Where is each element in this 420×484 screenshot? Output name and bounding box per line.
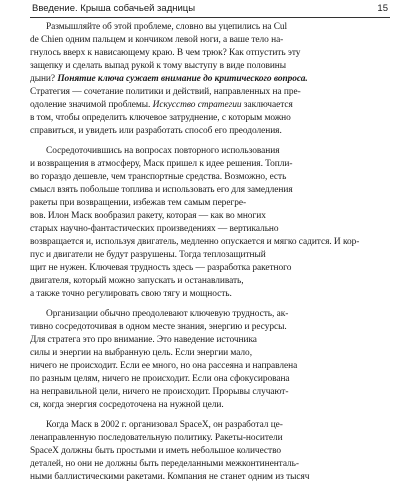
text-line: тивно сосредоточивая в одном месте знания, энергию и ресурсы. [30, 322, 287, 333]
text-line: пус и двигатели не будут разрушены. Тогда теплозащитный [30, 250, 266, 261]
text-run: дыни? [30, 74, 58, 85]
text-line: Стратегия — сочетание политики и действий, направленных на пре- [30, 87, 301, 98]
text-line: силы и энергии на выбранную цель. Если энергии мало, [30, 348, 252, 359]
text-line: Размышляйте об этой проблеме, словно вы уцепились на Cul [46, 22, 288, 32]
text-line [30, 99, 389, 112]
emphasis-art-of-strategy: Искусство стратегии [152, 100, 242, 111]
text-line: Когда Маск в 2002 г. организовал SpaceX, он разработал це- [46, 419, 283, 430]
running-title: Введение. Крыша собачьей задницы [32, 3, 196, 14]
text-line: во гораздо дешевле, чем транспортные средства. Возможно, есть [30, 172, 287, 183]
text-line: старых научно-фантастических произведениях — вертикально [30, 224, 279, 235]
text-line: справиться, и увидеть или разработать способ его преодоления. [30, 126, 282, 137]
text-line: возвращается и, используя двигатель, медленно опускается и мягко садится. И кор- [30, 237, 360, 248]
text-line: деталей, но они не должны быть переделанными межконтиненталь- [30, 459, 299, 469]
paragraph-1 [30, 21, 389, 138]
text-line: смысл взять побольше топлива и использовать его для замедления [30, 185, 293, 196]
text-line: ными баллистическими ракетами. Компания не станет одним из тысяч [30, 472, 310, 483]
text-line: двигателя, который можно запускать и останавливать, [30, 276, 244, 287]
text-line: щит не нужен. Ключевая трудность здесь — разработка ракетного [30, 263, 292, 274]
text-line: Организации обычно преодолевают ключевую трудность, ак- [46, 308, 289, 319]
text-line: Сосредоточившись на вопросах повторного использования [46, 145, 280, 156]
text-line: вов. Илон Маск вообразил ракету, которая — как во многих [30, 211, 266, 222]
text-run: одоление значимой проблемы. [30, 100, 153, 111]
paragraph-3 [30, 308, 389, 412]
text-line: и возвращения в атмосферу, Маск пришел к идее решения. Топли- [30, 158, 293, 169]
paragraph-4 [30, 419, 389, 484]
emphasis-key-concept: Понятие ключа сужает внимание до критического вопроса. [57, 74, 308, 85]
text-line: Для стратега это про внимание. Это наведение источника [30, 335, 257, 346]
text-line: SpaceX должны быть простыми и иметь небольшое количество [30, 445, 282, 456]
text-line: по разным целям, ничего не происходит. Если она сфокусирована [30, 374, 290, 385]
text-line: ленаправленную последовательную политику. Ракеты-носители [30, 432, 283, 443]
text-line: на неправильной цели, ничего не происходит. Прорывы случают- [30, 387, 289, 398]
text-line: в том, чтобы определить ключевое затруднение, с которым можно [30, 113, 291, 124]
text-run: заключается [241, 100, 293, 111]
paragraph-2 [30, 145, 389, 302]
body-text [30, 21, 389, 484]
text-line: ся, когда энергия сосредоточена на нужной цели. [30, 400, 224, 411]
text-line: защепку и сделать выпад рукой к тому выступу в виде половины [30, 61, 287, 72]
text-line: de Chien одним пальцем и кончиком левой ноги, а ваше тело на- [30, 35, 284, 46]
text-line: ракеты при возвращении, избежав тем самым перегре- [30, 198, 247, 209]
page-header [30, 0, 390, 18]
text-line: ничего не происходит. Если ее много, но она рассеяна и направлена [30, 361, 298, 372]
text-line: а также точно регулировать свою тягу и мощность. [30, 289, 232, 300]
page-number: 15 [377, 3, 388, 14]
text-line [30, 73, 389, 86]
text-line: гнулось вверх к нависающему краю. В чем трюк? Как отпустить эту [30, 48, 301, 59]
